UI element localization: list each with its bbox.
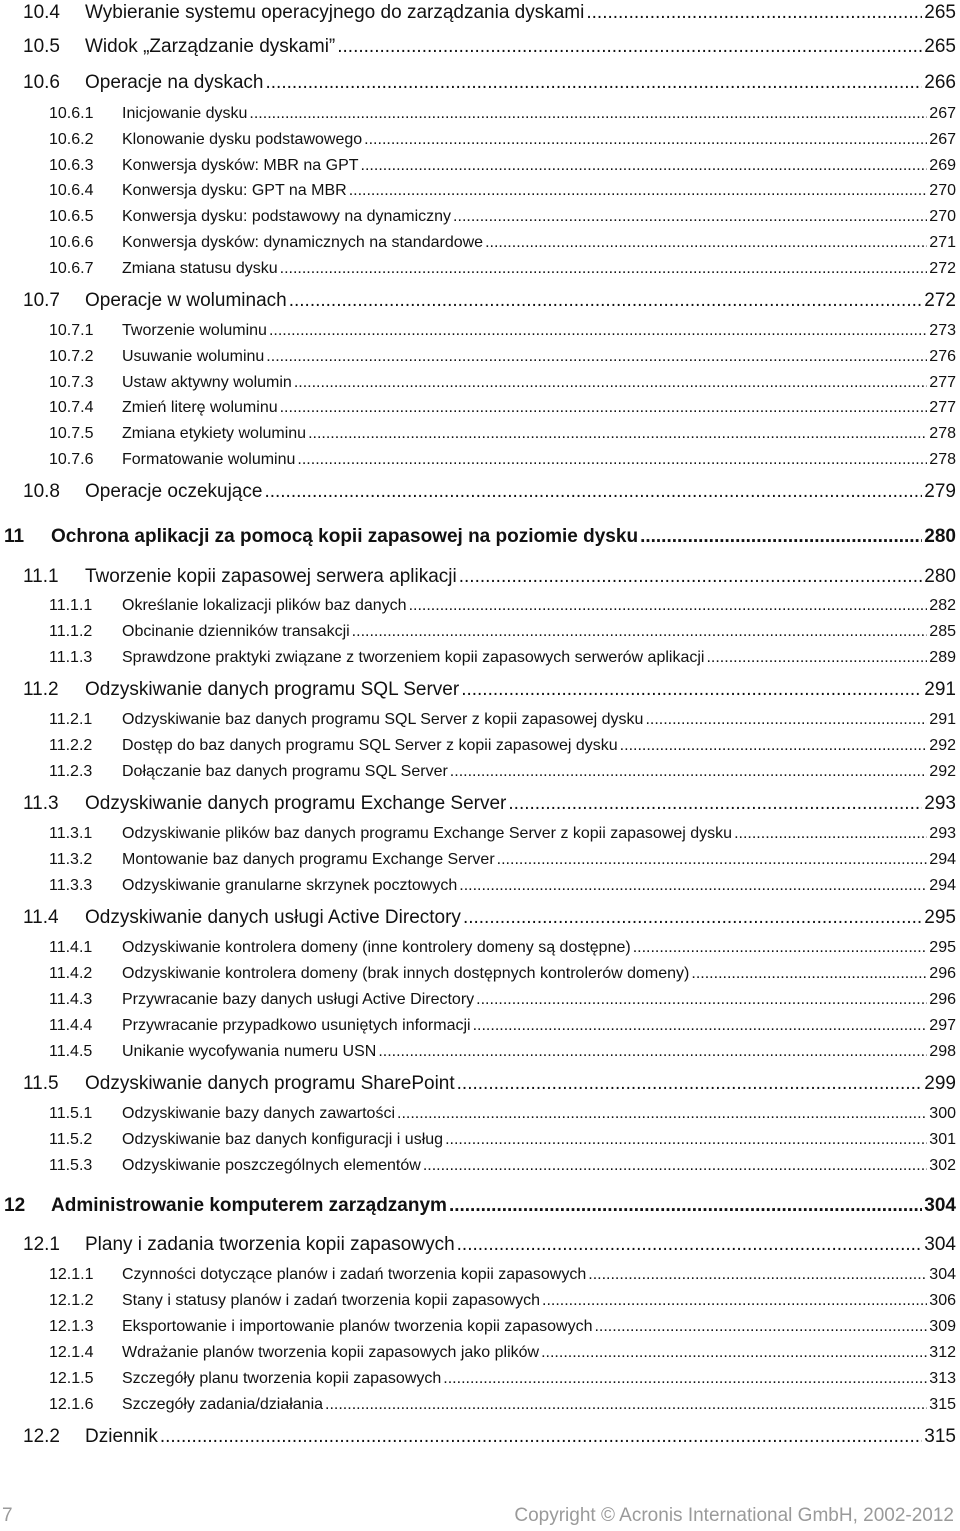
toc-entry-title: Inicjowanie dysku [122, 105, 248, 122]
toc-leader-dots [645, 711, 927, 729]
toc-entry[interactable] [0, 425, 956, 443]
toc-leader-dots [264, 481, 922, 503]
toc-entry-number: 11 [4, 526, 25, 547]
toc-entry-page: 289 [929, 649, 956, 666]
toc-entry-title: Odzyskiwanie kontrolera domeny (inne kontrolery domeny są dostępne) [122, 939, 631, 956]
toc-leader-dots [266, 348, 927, 366]
toc-entry-title: Montowanie baz danych programu Exchange Server [122, 851, 495, 868]
toc-entry-page: 306 [929, 1292, 956, 1309]
toc-entry[interactable] [0, 2, 956, 24]
toc-entry-number: 10.6.6 [49, 234, 94, 251]
toc-entry-page: 295 [929, 939, 956, 956]
toc-leader-dots [423, 1157, 927, 1175]
toc-entry-page: 265 [924, 2, 956, 23]
toc-entry[interactable] [0, 965, 956, 983]
toc-entry[interactable] [0, 1105, 956, 1123]
toc-leader-dots [459, 877, 927, 895]
toc-entry-page: 298 [929, 1043, 956, 1060]
toc-entry-number: 11.4 [23, 907, 59, 928]
toc-entry-page: 282 [929, 597, 956, 614]
toc-entry[interactable] [0, 679, 956, 701]
toc-entry-page: 277 [929, 399, 956, 416]
toc-entry[interactable] [0, 1292, 956, 1310]
toc-entry[interactable] [0, 1396, 956, 1414]
toc-entry-number: 11.3 [23, 793, 59, 814]
toc-entry-number: 11.1.3 [49, 649, 93, 666]
toc-entry-number: 11.4.4 [49, 1017, 93, 1034]
toc-leader-dots [473, 1017, 928, 1035]
toc-entry-number: 11.5.2 [49, 1131, 93, 1148]
toc-leader-dots [691, 965, 927, 983]
toc-entry-page: 270 [929, 182, 956, 199]
toc-entry[interactable] [0, 36, 956, 58]
toc-entry[interactable] [0, 1157, 956, 1175]
toc-leader-dots [294, 374, 927, 392]
toc-entry-title: Widok „Zarządzanie dyskami” [85, 36, 336, 57]
toc-entry-title: Szczegóły planu tworzenia kopii zapasowych [122, 1370, 442, 1387]
toc-entry[interactable] [0, 182, 956, 200]
toc-leader-dots [364, 131, 927, 149]
toc-entry-page: 272 [929, 260, 956, 277]
toc-entry-number: 10.7.5 [49, 425, 94, 442]
toc-entry-number: 11.4.3 [49, 991, 93, 1008]
toc-entry-title: Odzyskiwanie danych programu SharePoint [85, 1073, 455, 1094]
toc-entry-page: 304 [924, 1234, 956, 1255]
toc-leader-dots [289, 290, 923, 312]
toc-entry[interactable] [0, 1266, 956, 1284]
toc-leader-dots [337, 36, 922, 58]
toc-entry-title: Obcinanie dzienników transakcji [122, 623, 350, 640]
toc-entry[interactable] [0, 481, 956, 503]
toc-entry-number: 12.1.3 [49, 1318, 94, 1335]
footer-copyright: Copyright © Acronis International GmbH, 2002-2012 [514, 1505, 954, 1526]
toc-entry[interactable] [0, 825, 956, 843]
toc-entry-page: 302 [929, 1157, 956, 1174]
toc-leader-dots [588, 1266, 927, 1284]
toc-leader-dots [266, 72, 923, 94]
toc-leader-dots [457, 1073, 923, 1095]
toc-entry-number: 11.5.3 [49, 1157, 93, 1174]
toc-entry-title: Czynności dotyczące planów i zadań tworzenia kopii zapasowych [122, 1266, 587, 1283]
toc-leader-dots [349, 182, 928, 200]
toc-entry-page: 285 [929, 623, 956, 640]
toc-entry-page: 278 [929, 425, 956, 442]
toc-entry-page: 270 [929, 208, 956, 225]
toc-entry-number: 12.1 [23, 1234, 60, 1255]
toc-entry-page: 266 [924, 72, 956, 93]
toc-entry-title: Wybieranie systemu operacyjnego do zarządzania dyskami [85, 2, 585, 23]
toc-entry-number: 12 [4, 1195, 26, 1216]
toc-entry-page: 291 [929, 711, 956, 728]
toc-leader-dots [476, 991, 927, 1009]
toc-entry[interactable] [0, 526, 956, 548]
toc-entry-page: 278 [929, 451, 956, 468]
toc-entry-page: 280 [924, 566, 956, 587]
toc-entry[interactable] [0, 157, 956, 175]
toc-entry-page: 272 [924, 290, 956, 311]
toc-leader-dots [461, 679, 922, 701]
toc-entry[interactable] [0, 623, 956, 641]
toc-entry-page: 273 [929, 322, 956, 339]
toc-entry[interactable] [0, 234, 956, 252]
toc-entry[interactable] [0, 991, 956, 1009]
toc-entry-title: Tworzenie woluminu [122, 322, 267, 339]
toc-leader-dots [586, 2, 922, 24]
toc-entry-page: 293 [929, 825, 956, 842]
toc-entry-number: 11.1 [23, 566, 59, 587]
toc-entry-number: 10.7.6 [49, 451, 94, 468]
toc-leader-dots [409, 597, 928, 615]
toc-entry[interactable] [0, 72, 956, 94]
toc-entry-page: 294 [929, 851, 956, 868]
toc-entry-number: 10.6.5 [49, 208, 94, 225]
toc-entry-page: 300 [929, 1105, 956, 1122]
toc-entry[interactable] [0, 851, 956, 869]
toc-entry-page: 313 [929, 1370, 956, 1387]
toc-leader-dots [397, 1105, 927, 1123]
toc-entry-page: 297 [929, 1017, 956, 1034]
toc-entry-page: 304 [924, 1195, 956, 1216]
toc-entry-page: 296 [929, 965, 956, 982]
toc-entry[interactable] [0, 1043, 956, 1061]
toc-entry-page: 299 [924, 1073, 956, 1094]
toc-entry-title: Odzyskiwanie bazy danych zawartości [122, 1105, 396, 1122]
toc-entry-title: Odzyskiwanie baz danych konfiguracji i usług [122, 1131, 444, 1148]
toc-entry-title: Administrowanie komputerem zarządzanym [51, 1195, 447, 1216]
toc-leader-dots [308, 425, 927, 443]
toc-entry-number: 10.7.1 [49, 322, 94, 339]
toc-leader-dots [450, 763, 928, 781]
toc-leader-dots [541, 1344, 927, 1362]
toc-leader-dots [449, 1195, 922, 1217]
toc-entry-title: Zmiana statusu dysku [122, 260, 278, 277]
toc-entry[interactable] [0, 451, 956, 469]
toc-entry-title: Operacje na dyskach [85, 72, 264, 93]
toc-entry[interactable] [0, 399, 956, 417]
toc-entry-title: Plany i zadania tworzenia kopii zapasowych [85, 1234, 455, 1255]
toc-entry-number: 12.2 [23, 1426, 60, 1447]
toc-leader-dots [378, 1043, 927, 1061]
toc-entry-page: 315 [924, 1426, 956, 1447]
toc-entry-title: Usuwanie woluminu [122, 348, 265, 365]
toc-entry[interactable] [0, 597, 956, 615]
toc-leader-dots [280, 260, 928, 278]
toc-entry-page: 292 [929, 763, 956, 780]
toc-entry-number: 11.5.1 [49, 1105, 93, 1122]
toc-entry[interactable] [0, 1073, 956, 1095]
toc-entry-number: 11.4.5 [49, 1043, 93, 1060]
toc-entry-page: 309 [929, 1318, 956, 1335]
toc-entry[interactable] [0, 1195, 956, 1217]
toc-leader-dots [453, 208, 927, 226]
toc-leader-dots [508, 793, 922, 815]
toc-leader-dots [297, 451, 927, 469]
toc-entry-page: 304 [929, 1266, 956, 1283]
toc-entry-number: 10.7.4 [49, 399, 94, 416]
toc-entry-page: 296 [929, 991, 956, 1008]
toc-entry[interactable] [0, 1344, 956, 1362]
toc-entry[interactable] [0, 566, 956, 588]
toc-entry-number: 10.6.7 [49, 260, 94, 277]
toc-entry-number: 12.1.4 [49, 1344, 94, 1361]
toc-entry-page: 295 [924, 907, 956, 928]
toc-entry[interactable] [0, 711, 956, 729]
toc-entry[interactable] [0, 793, 956, 815]
toc-entry-page: 276 [929, 348, 956, 365]
toc-entry[interactable] [0, 290, 956, 312]
toc-entry-title: Odzyskiwanie danych usługi Active Directory [85, 907, 461, 928]
toc-entry-title: Eksportowanie i importowanie planów tworzenia kopii zapasowych [122, 1318, 593, 1335]
toc-entry-number: 11.1.1 [49, 597, 93, 614]
toc-entry-number: 11.3.2 [49, 851, 93, 868]
toc-leader-dots [160, 1426, 922, 1448]
toc-entry-title: Określanie lokalizacji plików baz danych [122, 597, 407, 614]
toc-entry-title: Odzyskiwanie danych programu Exchange Server [85, 793, 507, 814]
toc-entry-title: Konwersja dysków: dynamicznych na standardowe [122, 234, 484, 251]
toc-leader-dots [485, 234, 927, 252]
toc-entry-number: 11.4.1 [49, 939, 93, 956]
toc-leader-dots [640, 526, 922, 548]
toc-leader-dots [542, 1292, 927, 1310]
toc-entry-title: Odzyskiwanie granularne skrzynek pocztowych [122, 877, 458, 894]
toc-entry-title: Przywracanie bazy danych usługi Active Directory [122, 991, 475, 1008]
toc-entry-title: Konwersja dysków: MBR na GPT [122, 157, 359, 174]
toc-entry-page: 301 [929, 1131, 956, 1148]
toc-entry-number: 11.2.2 [49, 737, 93, 754]
toc-leader-dots [497, 851, 928, 869]
toc-entry-page: 294 [929, 877, 956, 894]
toc-entry-title: Szczegóły zadania/działania [122, 1396, 324, 1413]
toc-leader-dots [706, 649, 927, 667]
toc-leader-dots [445, 1131, 927, 1149]
toc-leader-dots [352, 623, 928, 641]
toc-entry[interactable] [0, 737, 956, 755]
toc-entry-title: Sprawdzone praktyki związane z tworzeniem kopii zapasowych serwerów aplikacji [122, 649, 705, 666]
toc-entry-page: 267 [929, 131, 956, 148]
toc-entry-number: 10.7.3 [49, 374, 94, 391]
toc-entry-title: Ochrona aplikacji za pomocą kopii zapasowej na poziomie dysku [51, 526, 639, 547]
toc-entry[interactable] [0, 1131, 956, 1149]
toc-entry-number: 10.7 [23, 290, 60, 311]
toc-entry-title: Operacje w woluminach [85, 290, 287, 311]
toc-entry-number: 10.6.1 [49, 105, 94, 122]
toc-entry-title: Stany i statusy planów i zadań tworzenia kopii zapasowych [122, 1292, 540, 1309]
page-footer [0, 1505, 960, 1531]
toc-entry-number: 10.5 [23, 36, 60, 57]
toc-entry[interactable] [0, 131, 956, 149]
toc-leader-dots [443, 1370, 927, 1388]
toc-entry-number: 10.6 [23, 72, 60, 93]
toc-entry-number: 11.3.3 [49, 877, 93, 894]
toc-leader-dots [463, 907, 922, 929]
toc-entry-number: 10.6.3 [49, 157, 94, 174]
toc-entry-number: 12.1.2 [49, 1292, 94, 1309]
toc-entry[interactable] [0, 907, 956, 929]
toc-entry[interactable] [0, 1318, 956, 1336]
toc-entry-page: 271 [929, 234, 956, 251]
toc-entry-title: Zmień literę woluminu [122, 399, 278, 416]
toc-entry[interactable] [0, 1426, 956, 1448]
footer-page-number: 7 [2, 1505, 13, 1526]
toc-entry-number: 10.6.4 [49, 182, 94, 199]
toc-entry-number: 11.1.2 [49, 623, 93, 640]
toc-entry[interactable] [0, 105, 956, 123]
toc-entry-page: 312 [929, 1344, 956, 1361]
toc-entry-title: Ustaw aktywny wolumin [122, 374, 292, 391]
toc-entry-page: 280 [924, 526, 956, 547]
toc-entry-title: Zmiana etykiety woluminu [122, 425, 307, 442]
toc-entry-number: 11.3.1 [49, 825, 93, 842]
toc-entry-title: Wdrażanie planów tworzenia kopii zapasowych jako plików [122, 1344, 540, 1361]
toc-entry-title: Formatowanie woluminu [122, 451, 296, 468]
toc-entry-title: Odzyskiwanie poszczególnych elementów [122, 1157, 421, 1174]
toc-entry[interactable] [0, 649, 956, 667]
toc-entry-title: Operacje oczekujące [85, 481, 263, 502]
toc-entry-number: 12.1.1 [49, 1266, 94, 1283]
toc-leader-dots [361, 157, 928, 175]
toc-entry-page: 315 [929, 1396, 956, 1413]
toc-entry-number: 10.6.2 [49, 131, 94, 148]
toc-entry-number: 12.1.6 [49, 1396, 94, 1413]
toc-entry-title: Odzyskiwanie plików baz danych programu Exchange Server z kopii zapasowej dysku [122, 825, 733, 842]
toc-entry-number: 11.2.1 [49, 711, 93, 728]
toc-leader-dots [457, 1234, 923, 1256]
toc-entry[interactable] [0, 1370, 956, 1388]
toc-entry[interactable] [0, 877, 956, 895]
toc-entry-title: Dołączanie baz danych programu SQL Server [122, 763, 448, 780]
toc-entry[interactable] [0, 763, 956, 781]
toc-leader-dots [269, 322, 927, 340]
toc-entry-title: Klonowanie dysku podstawowego [122, 131, 363, 148]
toc-leader-dots [620, 737, 928, 755]
toc-entry-title: Tworzenie kopii zapasowej serwera aplikacji [85, 566, 457, 587]
toc-entry-page: 291 [924, 679, 956, 700]
toc-leader-dots [459, 566, 923, 588]
toc-entry-number: 10.7.2 [49, 348, 94, 365]
toc-entry[interactable] [0, 348, 956, 366]
toc-entry-page: 292 [929, 737, 956, 754]
toc-entry[interactable] [0, 374, 956, 392]
toc-entry-title: Dostęp do baz danych programu SQL Server z kopii zapasowej dysku [122, 737, 618, 754]
toc-leader-dots [594, 1318, 927, 1336]
toc-entry-page: 279 [924, 481, 956, 502]
toc-entry[interactable] [0, 1017, 956, 1035]
toc-entry-number: 11.2.3 [49, 763, 93, 780]
toc-entry-number: 10.4 [23, 2, 60, 23]
toc-leader-dots [249, 105, 927, 123]
toc-entry-title: Odzyskiwanie danych programu SQL Server [85, 679, 460, 700]
toc-entry-number: 11.4.2 [49, 965, 93, 982]
toc-entry-title: Przywracanie przypadkowo usuniętych informacji [122, 1017, 471, 1034]
toc-entry-page: 267 [929, 105, 956, 122]
toc-entry-title: Dziennik [85, 1426, 158, 1447]
toc-entry[interactable] [0, 208, 956, 226]
toc-entry-number: 11.2 [23, 679, 59, 700]
toc-entry-title: Unikanie wycofywania numeru USN [122, 1043, 377, 1060]
toc-entry[interactable] [0, 1234, 956, 1256]
toc-leader-dots [280, 399, 928, 417]
toc-entry-page: 277 [929, 374, 956, 391]
toc-entry-number: 11.5 [23, 1073, 59, 1094]
toc-entry-number: 10.8 [23, 481, 60, 502]
toc-entry[interactable] [0, 260, 956, 278]
toc-entry-number: 12.1.5 [49, 1370, 94, 1387]
toc-entry-page: 293 [924, 793, 956, 814]
toc-entry-page: 265 [924, 36, 956, 57]
toc-entry-title: Odzyskiwanie baz danych programu SQL Server z kopii zapasowej dysku [122, 711, 644, 728]
toc-entry[interactable] [0, 939, 956, 957]
toc-leader-dots [325, 1396, 927, 1414]
toc-entry-title: Konwersja dysku: GPT na MBR [122, 182, 347, 199]
toc-leader-dots [734, 825, 927, 843]
toc-entry-title: Odzyskiwanie kontrolera domeny (brak innych dostępnych kontrolerów domeny) [122, 965, 690, 982]
toc-entry-title: Konwersja dysku: podstawowy na dynamiczny [122, 208, 452, 225]
toc-leader-dots [633, 939, 928, 957]
toc-entry[interactable] [0, 322, 956, 340]
toc-entry-page: 269 [929, 157, 956, 174]
